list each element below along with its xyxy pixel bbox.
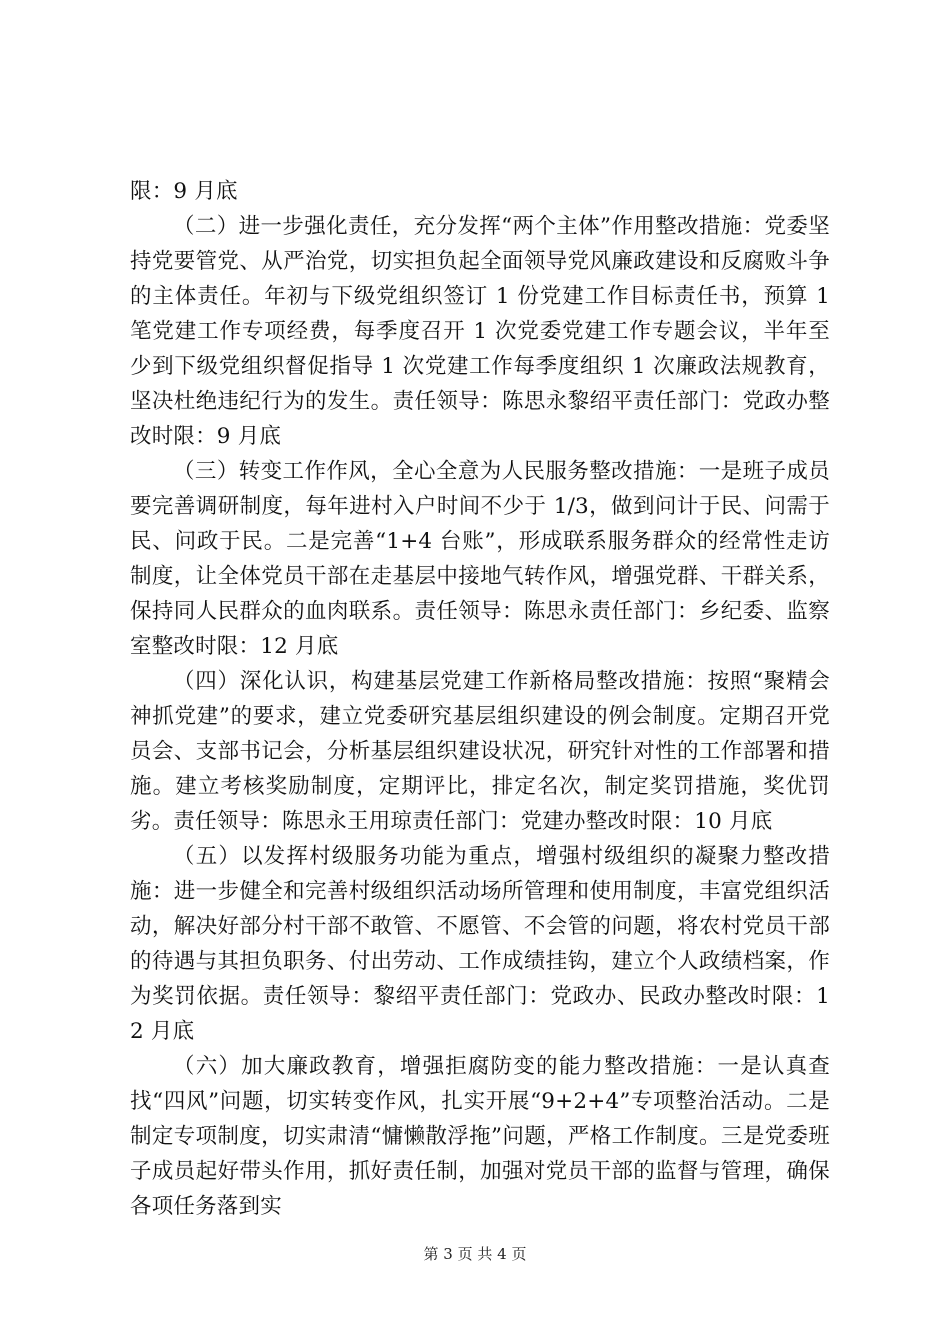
page-number-label: 第 3 页 共 4 页: [423, 1245, 527, 1263]
document-body: [130, 174, 830, 1224]
paragraph-section-6: （六）加大廉政教育，增强拒腐防变的能力整改措施：一是认真查找“四风”问题，切实转变作风，扎实开展“9+2+4”专项整治活动。二是制定专项制度，切实肃清“慵懒散浮拖”问题，严格工作制度。三是党委班子成员起好带头作用，抓好责任制，加强对党员干部的监督与管理，确保各项任务落到实: [130, 1054, 830, 1219]
paragraph-section-4: （四）深化认识，构建基层党建工作新格局整改措施：按照“聚精会神抓党建”的要求，建立党委研究基层组织建设的例会制度。定期召开党员会、支部书记会，分析基层组织建设状况，研究针对性的工作部署和措施。建立考核奖励制度，定期评比，排定名次，制定奖罚措施，奖优罚劣。责任领导：陈思永王用琼责任部门：党建办整改时限：10 月底: [130, 669, 830, 834]
paragraph-section-2: （二）进一步强化责任，充分发挥“两个主体”作用整改措施：党委坚持党要管党、从严治党，切实担负起全面领导党风廉政建设和反腐败斗争的主体责任。年初与下级党组织签订 1 份党建工作目标责任书，预算 1 笔党建工作专项经费，每季度召开 1 次党委党建工作专题会议，半年至少到下级党组织督促指导 1 次党建工作每季度组织 1 次廉政法规教育，坚决杜绝违纪行为的发生。责任领导：陈思永黎绍平责任部门：党政办整改时限：9 月底: [130, 214, 830, 449]
paragraph-section-3: （三）转变工作作风，全心全意为人民服务整改措施：一是班子成员要完善调研制度，每年进村入户时间不少于 1/3，做到问计于民、问需于民、问政于民。二是完善“1+4 台账”，形成联系服务群众的经常性走访制度，让全体党员干部在走基层中接地气转作风，增强党群、干群关系，保持同人民群众的血肉联系。责任领导：陈思永责任部门：乡纪委、监察室整改时限：12 月底: [130, 459, 830, 659]
paragraph-section-5: （五）以发挥村级服务功能为重点，增强村级组织的凝聚力整改措施：进一步健全和完善村级组织活动场所管理和使用制度，丰富党组织活动，解决好部分村干部不敢管、不愿管、不会管的问题，将农村党员干部的待遇与其担负职务、付出劳动、工作成绩挂钩，建立个人政绩档案，作为奖罚依据。责任领导：黎绍平责任部门：党政办、民政办整改时限：12 月底: [130, 844, 830, 1044]
page-footer: [0, 1244, 950, 1264]
paragraph-continuation: 限：9 月底: [130, 179, 238, 204]
